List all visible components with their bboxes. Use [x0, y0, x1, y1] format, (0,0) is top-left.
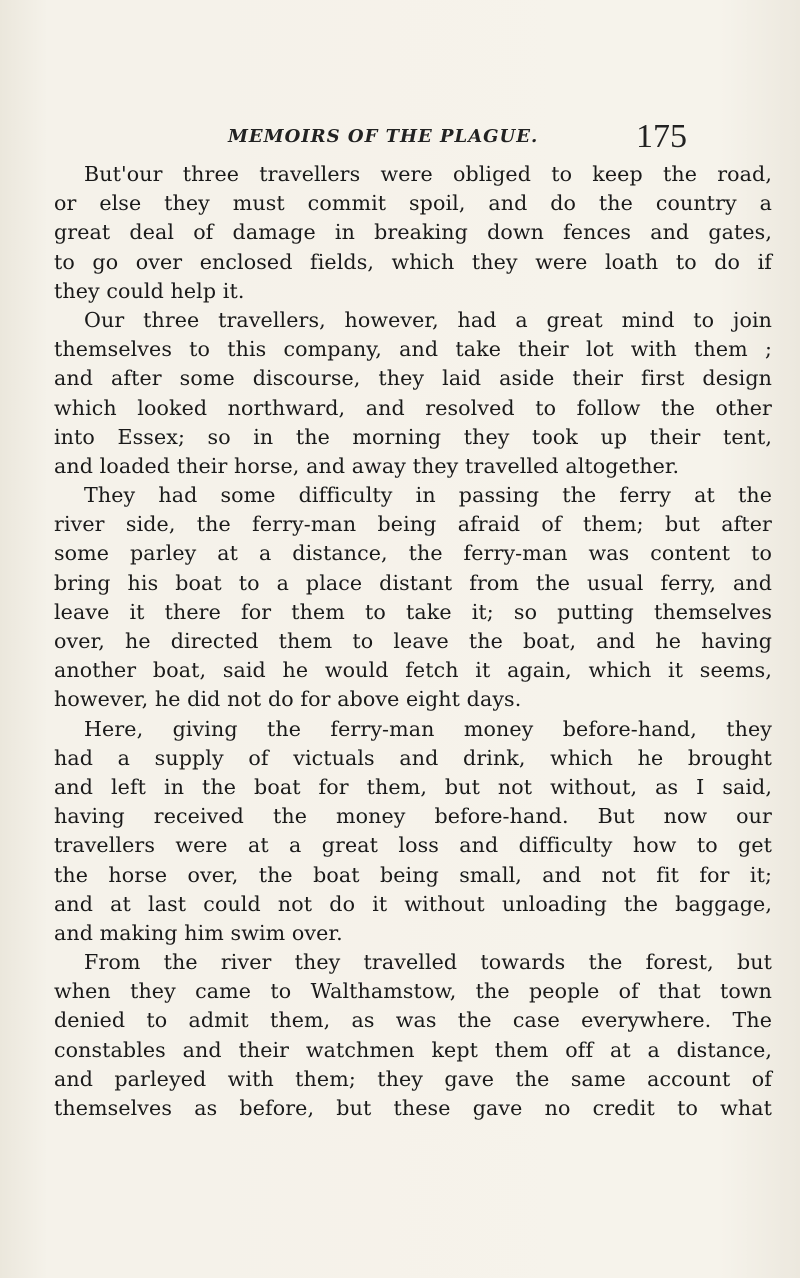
running-head	[228, 118, 708, 160]
text-line: and parleyed with them; they gave the same account of	[54, 1066, 772, 1091]
text-line: which looked northward, and resolved to follow the other	[54, 395, 772, 420]
text-line: Here, giving the ferry-man money before-hand, they	[84, 716, 772, 741]
text-line: or else they must commit spoil, and do the country a	[54, 191, 772, 216]
text-line: leave it there for them to take it; so putting themselves	[54, 599, 772, 624]
text-line: and at last could not do it without unloading the baggage,	[54, 891, 772, 916]
text-line: however, he did not do for above eight days.	[54, 687, 522, 712]
text-line: They had some difficulty in passing the ferry at the	[84, 483, 772, 508]
text-line: some parley at a distance, the ferry-man was content to	[54, 541, 772, 566]
text-line: great deal of damage in breaking down fences and gates,	[54, 220, 772, 245]
text-line: and loaded their horse, and away they travelled altogether.	[54, 453, 680, 478]
text-line: to go over enclosed fields, which they were loath to do if	[54, 249, 772, 274]
text-line: over, he directed them to leave the boat, and he having	[54, 629, 772, 653]
text-line: Our three travellers, however, had a great mind to join	[84, 307, 772, 332]
text-line: and left in the boat for them, but not without, as I said,	[54, 774, 772, 799]
text-line: having received the money before-hand. But now our	[54, 804, 772, 829]
text-line: and after some discourse, they laid aside their first design	[54, 366, 772, 391]
text-line: and making him swim over.	[54, 920, 343, 945]
text-line: another boat, said he would fetch it again, which it seems,	[54, 658, 772, 683]
text-line: travellers were at a great loss and difficulty how to get	[54, 833, 772, 858]
text-line: themselves to this company, and take their lot with them ;	[54, 337, 772, 362]
running-title: MEMOIRS OF THE PLAGUE.	[228, 126, 539, 147]
text-line: river side, the ferry-man being afraid of them; but after	[54, 512, 772, 537]
text-line: From the river they travelled towards the forest, but	[84, 950, 772, 975]
body-text	[54, 160, 772, 1123]
text-line: constables and their watchmen kept them off at a distance,	[54, 1037, 772, 1062]
text-line: the horse over, the boat being small, and not fit for it;	[54, 862, 772, 887]
text-line: bring his boat to a place distant from the usual ferry, and	[54, 570, 772, 595]
text-line: themselves as before, but these gave no credit to what	[54, 1096, 772, 1120]
text-line: had a supply of victuals and drink, which he brought	[54, 745, 772, 770]
text-line: they could help it.	[54, 278, 245, 303]
text-line: But'our three travellers were obliged to keep the road,	[84, 162, 772, 186]
text-line: when they came to Walthamstow, the people of that town	[54, 979, 772, 1004]
page-number: 175	[636, 118, 687, 155]
text-line: denied to admit them, as was the case everywhere. The	[54, 1008, 772, 1033]
text-line: into Essex; so in the morning they took up their tent,	[54, 424, 772, 449]
